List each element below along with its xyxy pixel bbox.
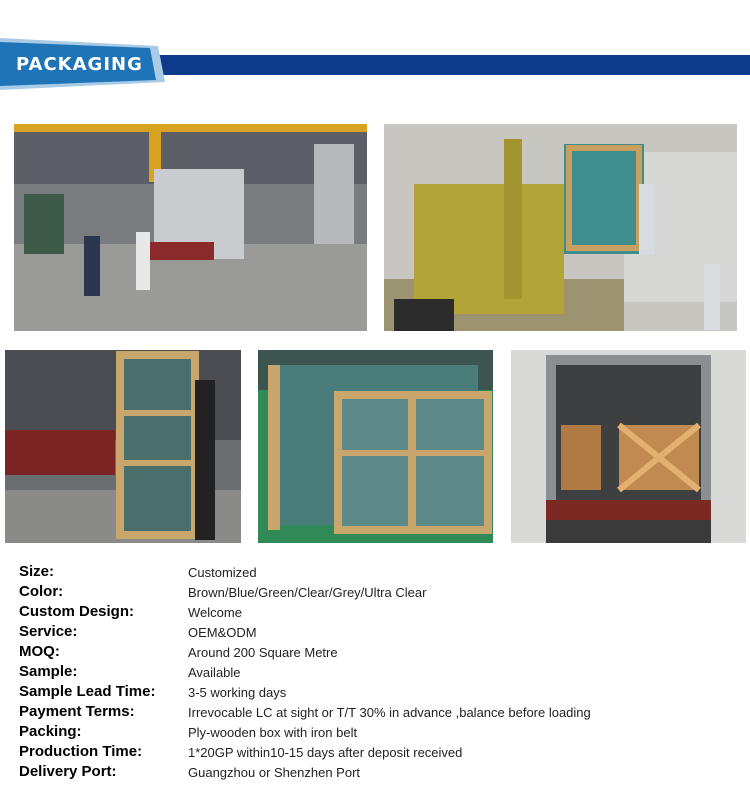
spec-row-sample-lead-time xyxy=(19,683,739,703)
spec-value: Ply-wooden box with iron belt xyxy=(188,725,358,740)
spec-label: Delivery Port: xyxy=(19,763,117,780)
spec-row-payment-terms xyxy=(19,703,739,723)
spec-value: Guangzhou or Shenzhen Port xyxy=(188,765,361,780)
spec-label: Sample Lead Time: xyxy=(19,683,156,700)
spec-row-color xyxy=(19,583,739,603)
spec-row-size xyxy=(19,563,739,583)
spec-row-custom-design xyxy=(19,603,739,623)
spec-value: Customized xyxy=(188,565,257,580)
spec-label: Payment Terms: xyxy=(19,703,135,720)
photo-warehouse-truck-loading xyxy=(14,124,367,331)
spec-value: 3-5 working days xyxy=(188,685,287,700)
spec-label: Packing: xyxy=(19,723,82,740)
spec-label: Production Time: xyxy=(19,743,143,760)
spec-row-production-time xyxy=(19,743,739,763)
spec-value: 1*20GP within10-15 days after deposit received xyxy=(188,745,463,760)
spec-label: Custom Design: xyxy=(19,603,135,620)
header-bar xyxy=(150,55,750,75)
spec-label: MOQ: xyxy=(19,643,60,660)
spec-value: Around 200 Square Metre xyxy=(188,645,338,660)
spec-value: Welcome xyxy=(188,605,242,620)
photo-glass-in-wooden-crates xyxy=(258,350,493,543)
spec-value: Available xyxy=(188,665,241,680)
spec-label: Service: xyxy=(19,623,78,640)
photo-forklift-wooden-crate xyxy=(5,350,241,543)
spec-row-service xyxy=(19,623,739,643)
spec-row-moq xyxy=(19,643,739,663)
spec-label: Color: xyxy=(19,583,64,600)
section-header xyxy=(0,36,750,96)
spec-row-sample xyxy=(19,663,739,683)
photo-forklift-loading-container xyxy=(384,124,737,331)
spec-list xyxy=(19,563,739,783)
photo-crates-in-container xyxy=(511,350,746,543)
spec-value: Brown/Blue/Green/Clear/Grey/Ultra Clear xyxy=(188,585,427,600)
section-title: PACKAGING xyxy=(16,54,143,75)
spec-row-packing xyxy=(19,723,739,743)
spec-value: Irrevocable LC at sight or T/T 30% in advance ,balance before loading xyxy=(188,705,591,720)
spec-label: Size: xyxy=(19,563,55,580)
spec-row-delivery-port xyxy=(19,763,739,783)
spec-label: Sample: xyxy=(19,663,78,680)
spec-value: OEM&ODM xyxy=(188,625,257,640)
